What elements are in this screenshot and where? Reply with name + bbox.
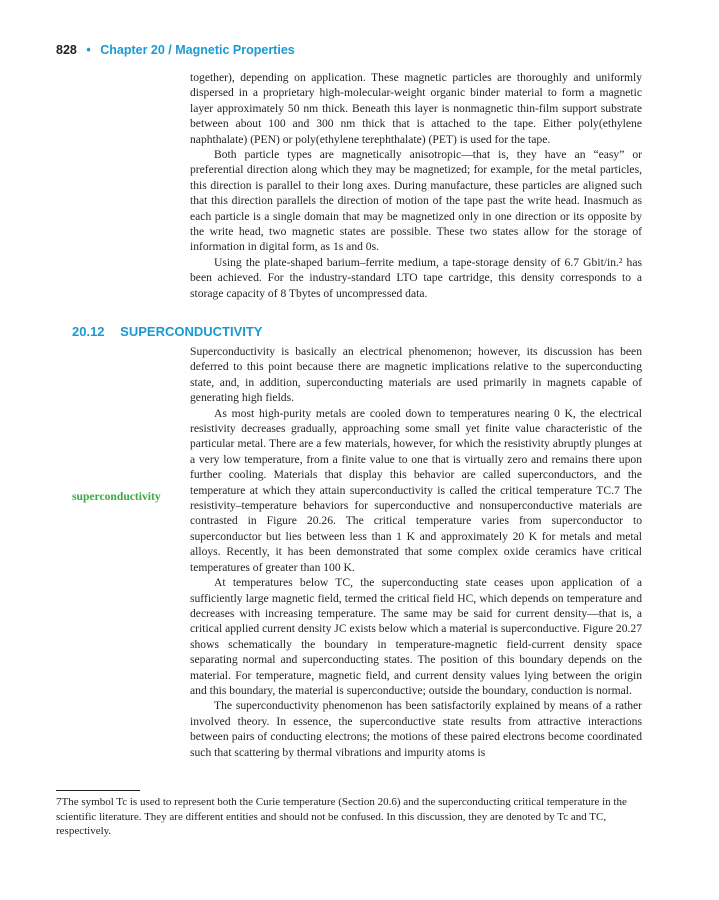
paragraph: The superconductivity phenomenon has been satisfactorily explained by means of a rather involved theory. In essence, the superconductive state results from attractive interactions between pairs of conducting electrons; the motions of these paired electrons become coordinated such that scattering by thermal vibrations and impurity atoms is (190, 699, 642, 759)
header-separator: • (86, 43, 91, 57)
paragraph: together), depending on application. These magnetic particles are thoroughly and uniformly dispersed in a proprietary high-molecular-weight organic binder material to form a magnetic layer approximately 50 nm thick. Beneath this layer is nonmagnetic thin-film support substrate between about 100 and 300 nm thick that is attached to the tape. Either poly(ethylene naphthalate) (PEN) or poly(ethylene terephthalate) (PET) is used for the tape. (190, 71, 642, 146)
paragraph: Both particle types are magnetically anisotropic—that is, they have an “easy” or preferential direction along which they may be magnetized; for example, for the metal particles, this direction is parallel to their long axes. During manufacture, these particles are aligned such that this direction parallels the direction of motion of the tape past the write head. Inasmuch as each particle is a single domain that may be magnetized only in one direction or its opposite by the write head, two magnetic states are possible. These two states allow for the storage of information in digital form, as 1s and 0s. (190, 148, 642, 254)
paragraph: At temperatures below TC, the superconducting state ceases upon application of a sufficiently large magnetic field, termed the critical field HC, which depends on temperature and decreases with increasing temperature. The same may be said for current density—that is, a critical applied current density JC exists below which a material is superconductive. Figure 20.27 shows schematically the boundary in temperature-magnetic field-current density space separating normal and superconducting states. The position of this boundary depends on the material. For temperature, magnetic field, and current density values lying between the origin and this boundary, the material is superconductive; outside the boundary, conduction is normal. (190, 576, 642, 697)
margin-glossary-term: superconductivity (72, 490, 161, 503)
footnote: 7The symbol Tc is used to represent both the Curie temperature (Section 20.6) and the superconducting critical temperature in the scientific literature. They are different entities and should not be confused. In this discussion, they are denoted by Tc and TC, respectively. (56, 796, 627, 838)
section-text-block (190, 344, 642, 760)
footnote-divider (56, 790, 140, 791)
section-heading (72, 324, 262, 339)
paragraph: Using the plate-shaped barium–ferrite medium, a tape-storage density of 6.7 Gbit/in.² has been achieved. For the industry-standard LTO tape cartridge, this density corresponds to a storage capacity of 8 Tbytes of uncompressed data. (190, 255, 642, 300)
running-header (56, 43, 295, 57)
top-text-block (190, 70, 642, 301)
section-number: 20.12 (72, 324, 105, 339)
page-number: 828 (56, 43, 77, 57)
chapter-title: Chapter 20 / Magnetic Properties (100, 43, 295, 57)
paragraph: Superconductivity is basically an electrical phenomenon; however, its discussion has been deferred to this point because there are magnetic implications relative to the superconducting state, and, in addition, superconducting materials are used primarily in magnets capable of generating high fields. (190, 345, 642, 405)
paragraph: As most high-purity metals are cooled down to temperatures nearing 0 K, the electrical resistivity decreases gradually, approaching some small yet finite value characteristic of the particular metal. There are a few materials, however, for which the resistivity abruptly plunges at a very low temperature, from a finite value to one that is virtually zero and remains there upon further cooling. Materials that display this behavior are called superconductors, and the temperature at which they attain superconductivity is called the critical temperature TC.7 The resistivity–temperature behaviors for superconductive and nonsuperconductive materials are contrasted in Figure 20.26. The critical temperature varies from superconductor to superconductor but lies between less than 1 K and approximately 20 K for metals and metal alloys. Recently, it has been demonstrated that some complex oxide ceramics have critical temperatures of greater than 100 K. (190, 406, 642, 574)
section-title: SUPERCONDUCTIVITY (120, 324, 263, 339)
